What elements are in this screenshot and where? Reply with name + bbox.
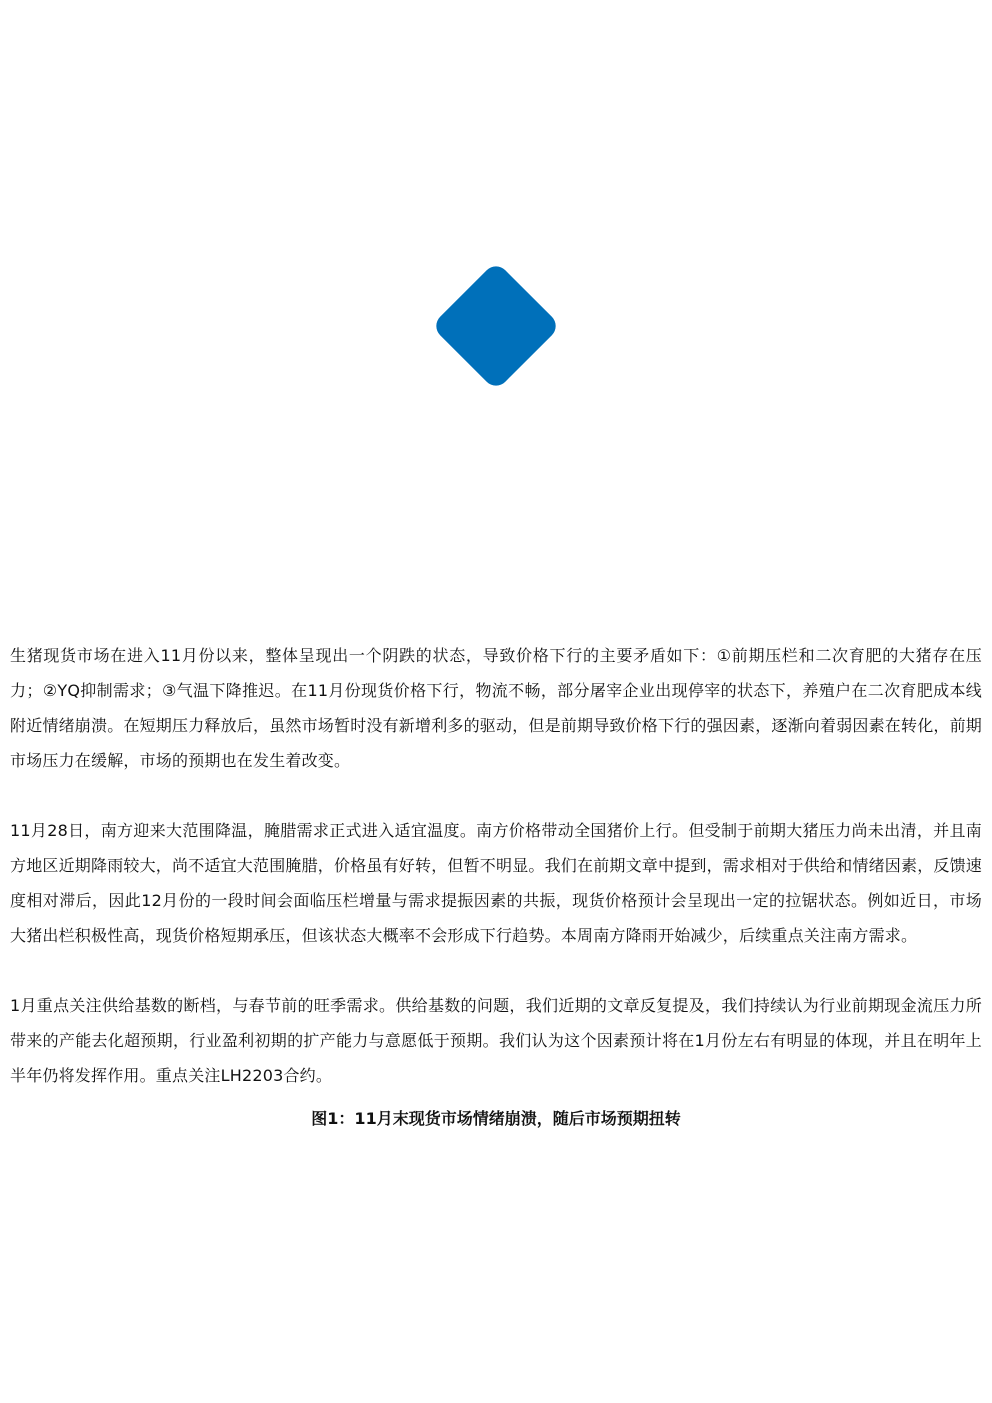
figure-caption: 图1：11月末现货市场情绪崩溃，随后市场预期扭转 — [311, 1109, 681, 1128]
logo-graphic — [424, 254, 568, 398]
article-body — [10, 638, 982, 1136]
diamond-logo-icon — [424, 254, 568, 398]
logo-diamond-shape — [431, 261, 561, 391]
paragraph-november-outlook: 11月28日，南方迎来大范围降温，腌腊需求正式进入适宜温度。南方价格带动全国猪价上行。但受制于前期大猪压力尚未出清，并且南方地区近期降雨较大，尚不适宜大范围腌腊，价格虽有好转，但暂不明显。我们在前期文章中提到，需求相对于供给和情绪因素，反馈速度相对滞后，因此12月份的一段时间会面临压栏增量与需求提振因素的共振，现货价格预计会呈现出一定的拉锯状态。例如近日，市场大猪出栏积极性高，现货价格短期承压，但该状态大概率不会形成下行趋势。本周南方降雨开始减少，后续重点关注南方需求。 — [10, 821, 983, 945]
paragraph-market-overview: 生猪现货市场在进入11月份以来，整体呈现出一个阴跌的状态，导致价格下行的主要矛盾如下：①前期压栏和二次育肥的大猪存在压力；②YQ抑制需求；③气温下降推迟。在11月份现货价格下行，物流不畅，部分屠宰企业出现停宰的状态下，养殖户在二次育肥成本线附近情绪崩溃。在短期压力释放后，虽然市场暂时没有新增利多的驱动，但是前期导致价格下行的强因素，逐渐向着弱因素在转化，前期市场压力在缓解，市场的预期也在发生着改变。 — [10, 646, 983, 770]
paragraph-january-focus: 1月重点关注供给基数的断档，与春节前的旺季需求。供给基数的问题，我们近期的文章反复提及，我们持续认为行业前期现金流压力所带来的产能去化超预期，行业盈利初期的扩产能力与意愿低于预期。我们认为这个因素预计将在1月份左右有明显的体现，并且在明年上半年仍将发挥作用。重点关注LH2203合约。 — [10, 996, 982, 1085]
